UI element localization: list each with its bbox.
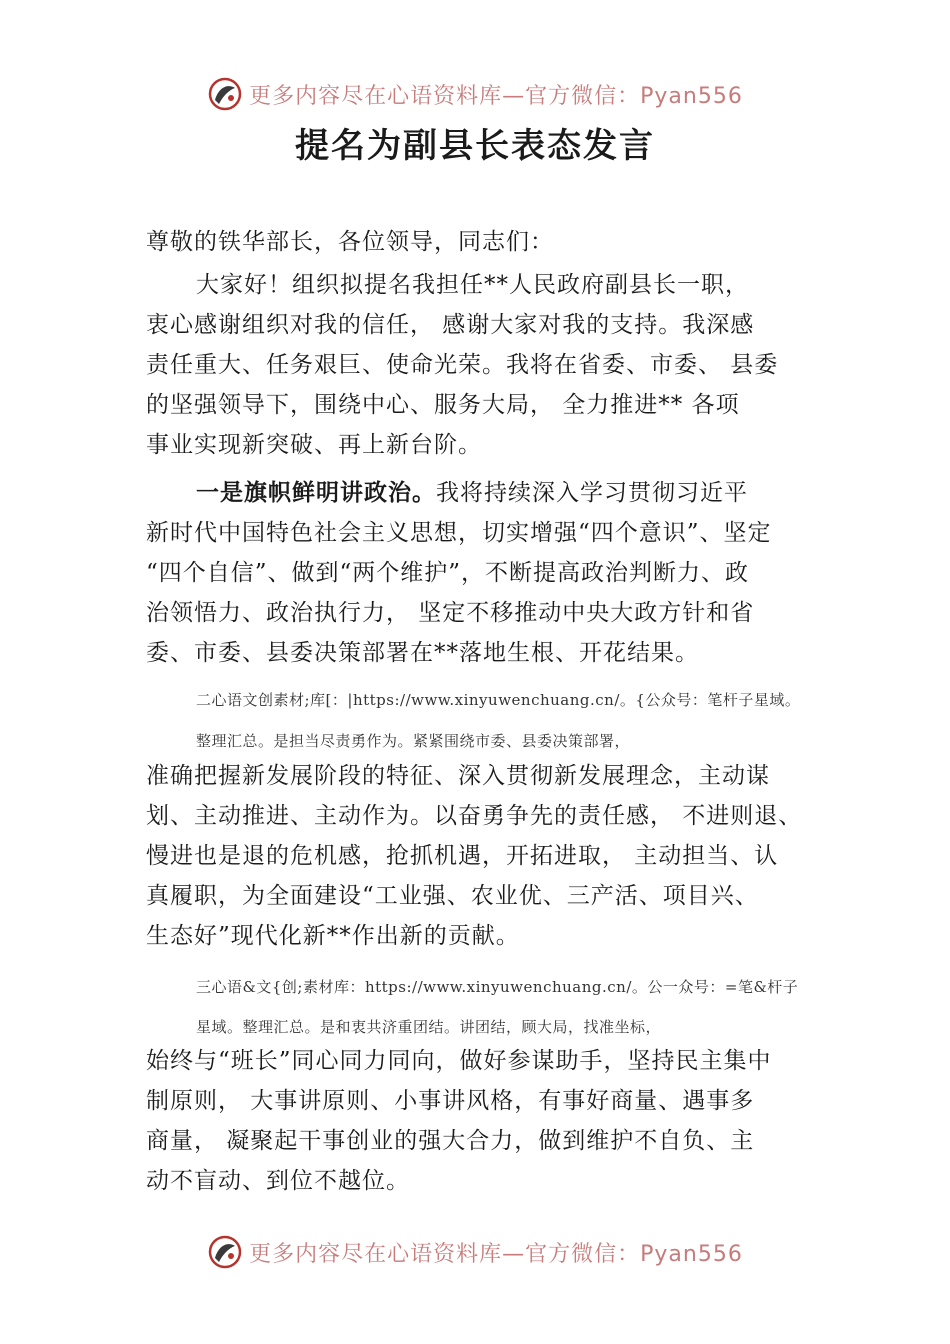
header-banner-text: 更多内容尽在心语资料库—官方微信：Pyan556 [249, 83, 743, 109]
page-title: 提名为副县长表态发言 [295, 126, 655, 166]
xinyu-logo-icon [207, 1234, 243, 1270]
paragraph-line: 事业实现新突破、再上新台阶。 [146, 432, 482, 458]
paragraph-opening [146, 265, 836, 465]
salutation: 尊敬的铁华部长，各位领导，同志们： [146, 229, 554, 255]
paragraph-line: 治领悟力、政治执行力， 坚定不移推动中央大政方针和省 [146, 600, 755, 626]
paragraph-line: 划、主动推进、主动作为。以奋勇争先的责任感， 不进则退、 [146, 803, 803, 829]
paragraph-line: “四个自信”、做到“两个维护”，不断提高政治判断力、政 [146, 560, 750, 586]
paragraph-unity [146, 1041, 836, 1201]
paragraph-responsibility [146, 756, 836, 956]
paragraph-line: 准确把握新发展阶段的特征、深入贯彻新发展理念，主动谋 [146, 763, 770, 789]
paragraph-line: 的坚强领导下，围绕中心、服务大局， 全力推进** 各项 [146, 392, 740, 418]
paragraph-line: 商量， 凝聚起干事创业的强大合力，做到维护不自负、主 [146, 1128, 755, 1154]
paragraph-line: 责任重大、任务艰巨、使命光荣。我将在省委、市委、 县委 [146, 352, 779, 378]
paragraph-line: 动不盲动、到位不越位。 [146, 1168, 410, 1194]
footer-banner [0, 1230, 950, 1274]
watermark-note-line: 三心语&文{创;素材库：https://www.xinyuwenchuang.cn/。公一众号：=笔&杆子 [196, 978, 799, 996]
paragraph-line: 委、市委、县委决策部署在**落地生根、开花结果。 [146, 640, 699, 666]
header-banner [0, 72, 950, 116]
paragraph-line: 制原则， 大事讲原则、小事讲风格，有事好商量、遇事多 [146, 1088, 755, 1114]
watermark-note-line: 二心语文创素材;库[：|https://www.xinyuwenchuang.cn/。{公众号：笔杆子星域。 [196, 691, 801, 709]
paragraph-line: 真履职，为全面建设“工业强、农业优、三产活、项目兴、 [146, 883, 759, 909]
paragraph-line: 慢进也是退的危机感，抢抓机遇，开拓进取， 主动担当、认 [146, 843, 779, 869]
paragraph-politics [146, 473, 836, 673]
paragraph-line: 一是旗帜鲜明讲政治。我将持续深入学习贯彻习近平 [196, 480, 748, 506]
paragraph-line: 衷心感谢组织对我的信任， 感谢大家对我的支持。我深感 [146, 312, 755, 338]
section-lead-politics: 一是旗帜鲜明讲政治。 [196, 480, 436, 506]
watermark-note-line: 整理汇总。是担当尽责勇作为。紧紧围绕市委、县委决策部署， [196, 732, 631, 750]
paragraph-line: 生态好”现代化新**作出新的贡献。 [146, 923, 520, 949]
paragraph-line: 始终与“班长”同心同力同向，做好参谋助手，坚持民主集中 [146, 1048, 772, 1074]
watermark-note-line: 星域。整理汇总。是和衷共济重团结。讲团结，顾大局，找准坐标， [196, 1018, 662, 1036]
paragraph-line: 新时代中国特色社会主义思想，切实增强“四个意识”、坚定 [146, 520, 772, 546]
footer-banner-text: 更多内容尽在心语资料库—官方微信：Pyan556 [249, 1241, 743, 1267]
paragraph-line: 大家好！组织拟提名我担任**人民政府副县长一职， [196, 272, 749, 298]
xinyu-logo-icon [207, 76, 243, 112]
